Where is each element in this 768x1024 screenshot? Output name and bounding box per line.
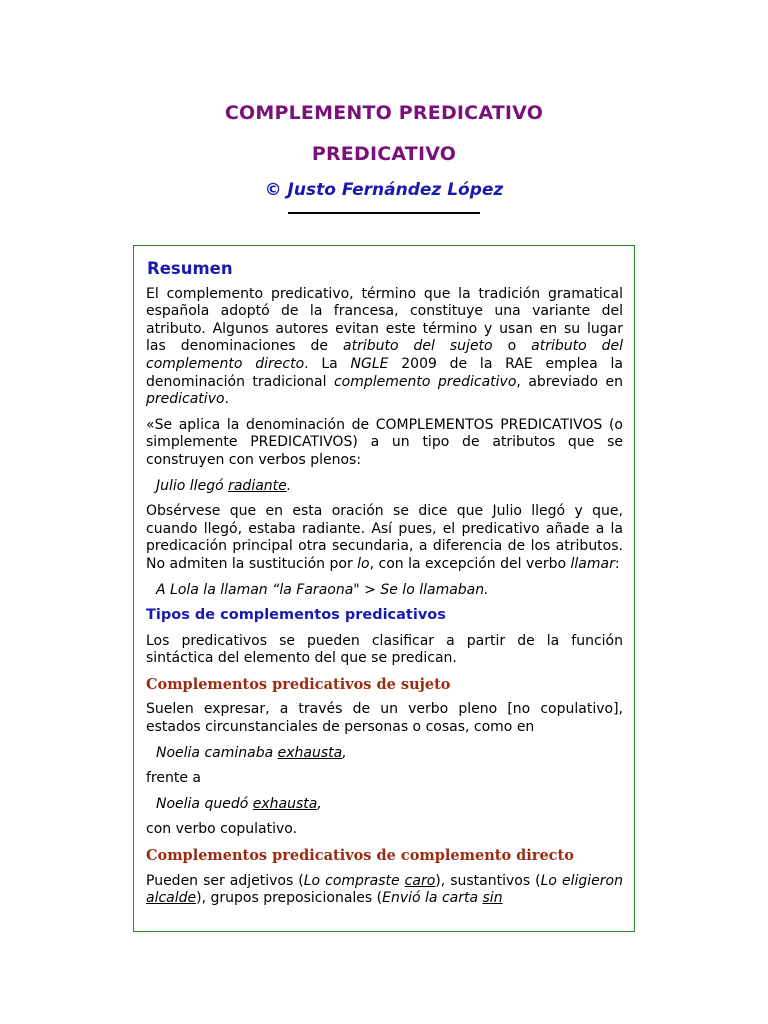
text-run: caro: [404, 872, 436, 889]
example-noelia-caminaba: [156, 745, 623, 763]
cd-heading: Complementos predicativos de complemento directo: [146, 847, 574, 865]
sujeto-heading: Complementos predicativos de sujeto: [146, 675, 451, 693]
text-run: ,: [342, 744, 347, 761]
resumen-box: [133, 245, 635, 932]
paragraph-tipos: [146, 633, 623, 668]
example-julio: [156, 478, 623, 496]
text-run: , abreviado en: [516, 373, 623, 390]
text-run: frente a: [146, 770, 201, 787]
text-run: con verbo copulativo.: [146, 821, 298, 838]
text-run: . La: [304, 355, 351, 372]
text-run: complemento predicativo: [333, 373, 517, 390]
text-run: o: [492, 338, 532, 355]
text-run: Noelia caminaba: [156, 744, 278, 761]
text-run: atributo del complemento directo: [146, 338, 624, 372]
text-run: A Lola la llaman “la Faraona" > Se lo llamaban.: [156, 581, 489, 598]
text-run: alcalde: [146, 890, 197, 907]
text-run: atributo del sujeto: [343, 338, 493, 355]
text-run: sin: [482, 890, 503, 907]
text-run: , con la excepción del verbo: [369, 555, 571, 572]
paragraph-definition: [146, 417, 623, 470]
text-run: .: [224, 391, 229, 408]
text-run: 2009 de la RAE emplea la denominación tradicional: [146, 355, 623, 390]
document-title: COMPLEMENTO PREDICATIVO: [224, 102, 544, 124]
text-run: El complemento predicativo, término que la tradición gramatical española adoptó de la francesa, constituye una variante del atributo. Algunos autores evitan este término y usan en su lugar las denominaciones de: [146, 285, 623, 355]
text-run: «Se aplica la denominación de COMPLEMENTOS PREDICATIVOS (o simplemente PREDICATIVOS) a un tipo de atributos que se construyen con verbos plenos:: [146, 416, 623, 468]
paragraph-cd: [146, 873, 623, 908]
resumen-content: [146, 260, 623, 916]
text-run: exhausta: [277, 744, 343, 761]
text-run: :: [614, 555, 620, 572]
text-run: llamar: [570, 555, 615, 572]
paragraph-frente: [146, 770, 623, 788]
text-run: NGLE: [350, 355, 389, 372]
resumen-heading: Resumen: [147, 259, 233, 278]
text-run: exhausta: [252, 795, 318, 812]
paragraph-explanation: [146, 503, 623, 573]
text-run: ,: [317, 795, 322, 812]
text-run: Obsérvese que en esta oración se dice que Julio llegó y que, cuando llegó, estaba radiante. Así pues, el predicativo añade a la predicación principal otra secundaria, a diferencia de los atributos. No admiten la sustitución por: [146, 503, 623, 572]
text-run: Lo compraste: [303, 872, 405, 889]
text-run: predicativo: [146, 391, 225, 408]
text-run: ), grupos preposicionales (: [196, 890, 383, 907]
text-run: radiante: [228, 477, 287, 494]
document-subtitle: PREDICATIVO: [311, 143, 457, 165]
paragraph-intro: [146, 286, 623, 409]
paragraph-copulativo: [146, 821, 623, 839]
tipos-heading: Tipos de complementos predicativos: [146, 607, 446, 624]
title-divider: [288, 212, 480, 214]
text-run: Pueden ser adjetivos (: [146, 872, 304, 889]
text-run: .: [286, 477, 292, 494]
example-lola: [156, 582, 623, 600]
text-run: Julio llegó: [156, 477, 229, 494]
text-run: Suelen expresar, a través de un verbo pleno [no copulativo], estados circunstanciales de personas o cosas, como en: [146, 701, 623, 736]
text-run: Los predicativos se pueden clasificar a partir de la función sintáctica del elemento del que se predican.: [146, 632, 623, 667]
text-run: Envió la carta: [382, 890, 483, 907]
author-line: © Justo Fernández López: [264, 180, 504, 200]
text-run: Lo eligieron: [540, 872, 623, 889]
example-noelia-quedo: [156, 796, 623, 814]
text-run: Noelia quedó: [156, 795, 253, 812]
text-run: lo: [357, 555, 370, 572]
text-run: ), sustantivos (: [435, 872, 541, 889]
paragraph-sujeto: [146, 701, 623, 736]
